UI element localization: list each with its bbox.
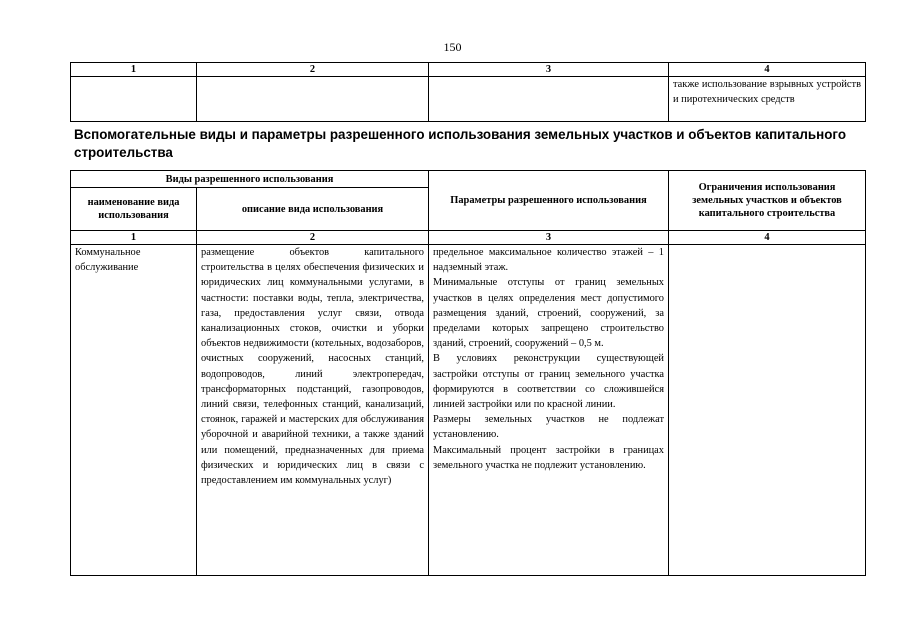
column-number: 2 bbox=[197, 231, 429, 245]
column-number-row bbox=[71, 63, 866, 77]
land-use-table bbox=[70, 170, 866, 576]
column-number: 3 bbox=[429, 63, 669, 77]
continued-table bbox=[70, 62, 866, 122]
empty-cell bbox=[197, 77, 429, 122]
continued-restrictions-cell: также использование взрывных устройств и пиротехнических средств bbox=[669, 77, 866, 122]
restrictions-cell bbox=[669, 245, 866, 576]
usage-name-cell: Коммунальное обслуживание bbox=[71, 245, 197, 576]
column-number: 4 bbox=[669, 231, 866, 245]
section-title: Вспомогательные виды и параметры разрешенного использования земельных участков и объектов капитального строительства bbox=[74, 127, 846, 160]
parameters-cell bbox=[429, 245, 669, 576]
header-usage-types: Виды разрешенного использования bbox=[71, 171, 429, 188]
column-number-row bbox=[71, 231, 866, 245]
column-number: 1 bbox=[71, 63, 197, 77]
header-usage-name: наименование вида использования bbox=[71, 188, 197, 231]
empty-cell bbox=[71, 77, 197, 122]
header-row bbox=[71, 171, 866, 188]
parameter-paragraph: Максимальный процент застройки в границах земельного участка не подлежит установлению. bbox=[433, 444, 664, 471]
header-restrictions: Ограничения использования земельных участков и объектов капитального строительства bbox=[669, 171, 866, 231]
table-row bbox=[71, 245, 866, 576]
column-number: 2 bbox=[197, 63, 429, 77]
empty-cell bbox=[429, 77, 669, 122]
column-number: 3 bbox=[429, 231, 669, 245]
page-number: 150 bbox=[443, 40, 462, 54]
column-number: 4 bbox=[669, 63, 866, 77]
parameter-paragraph: Размеры земельных участков не подлежат установлению. bbox=[433, 414, 664, 441]
header-parameters: Параметры разрешенного использования bbox=[429, 171, 669, 231]
header-usage-description: описание вида использования bbox=[197, 188, 429, 231]
parameter-paragraph: В условиях реконструкции существующей застройки отступы от границ земельного участка формируются в соответствии со сложившейся линией застройки или по красной линии. bbox=[433, 353, 664, 411]
parameter-paragraph: Минимальные отступы от границ земельных участков в целях определения мест допустимого размещения зданий, строений, сооружений, за пределами которых запрещено строительство зданий, строений, сооружений – 0,5 м. bbox=[433, 277, 664, 350]
usage-description-cell: размещение объектов капитального строительства в целях обеспечения физических и юридических лиц коммунальными услугами, в частности: поставки воды, тепла, электричества, газа, предоставления услуг связи, отвода канализационных стоков, очистки и уборки объектов недвижимости (котельных, водозаборов, очистных сооружений, насосных станций, водопроводов, линий электропередач, трансформаторных подстанций, газопроводов, линий связи, телефонных станций, канализаций, стоянок, гаражей и мастерских для обслуживания уборочной и аварийной техники, а также зданий или помещений, предназначенных для приема физических и юридических лиц в связи с предоставлением им коммунальных услуг) bbox=[197, 245, 429, 576]
parameter-paragraph: предельное максимальное количество этажей – 1 надземный этаж. bbox=[433, 247, 664, 274]
column-number: 1 bbox=[71, 231, 197, 245]
table-row bbox=[71, 77, 866, 122]
